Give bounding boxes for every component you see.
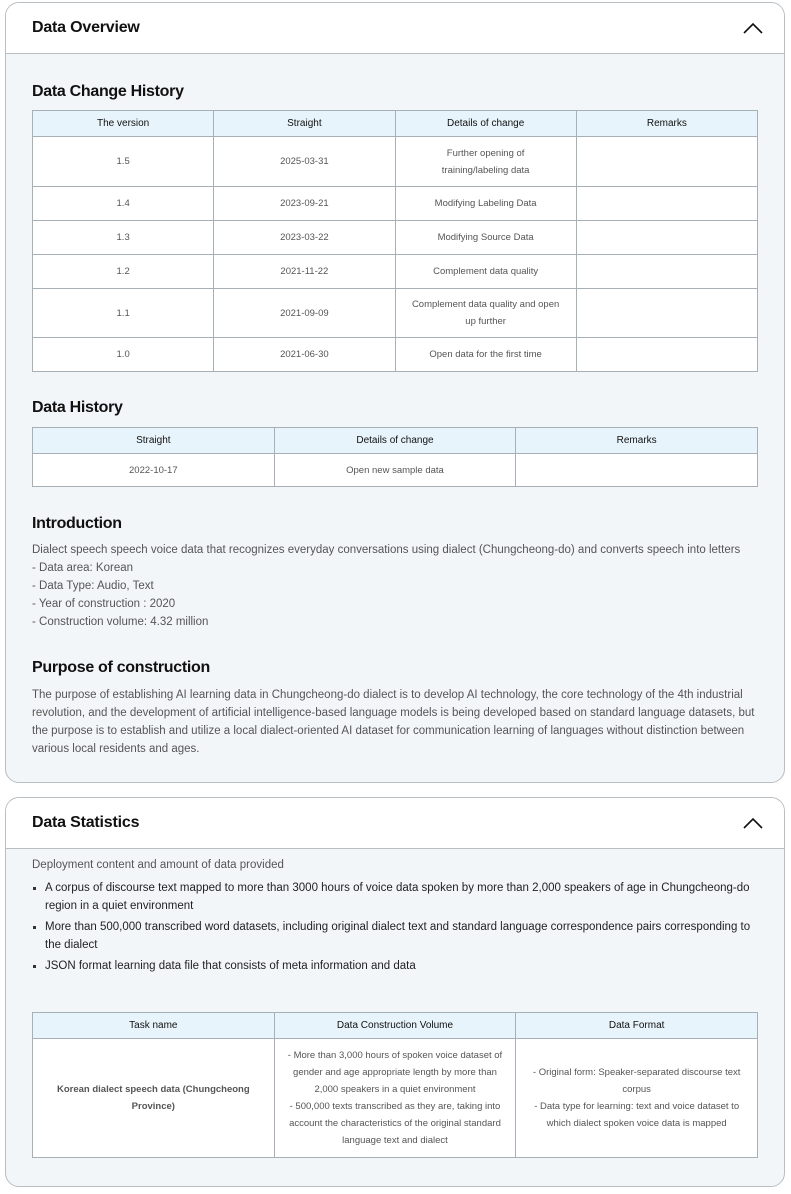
list-item: JSON format learning data file that consists of meta information and data	[32, 957, 762, 975]
details-cell: Open new sample data	[274, 454, 516, 487]
version-cell: 1.0	[33, 338, 214, 372]
details-cell: Complement data quality and open up further	[395, 289, 576, 338]
column-header: Straight	[33, 428, 275, 454]
details-cell: Open data for the first time	[395, 338, 576, 372]
date-cell: 2021-09-09	[214, 289, 395, 338]
section-title-data-history: Data History	[32, 399, 123, 416]
table-row	[33, 454, 758, 487]
column-header: Details of change	[274, 428, 516, 454]
data-statistics-header[interactable]	[6, 798, 784, 849]
chevron-up-icon[interactable]	[742, 21, 764, 35]
date-cell: 2022-10-17	[33, 454, 275, 487]
data-overview-header[interactable]	[6, 3, 784, 54]
format-cell	[516, 1039, 758, 1158]
section-title-introduction: Introduction	[32, 515, 122, 532]
table-row	[33, 1039, 758, 1158]
remarks-cell	[576, 289, 757, 338]
statistics-table	[32, 1012, 758, 1158]
task-name-cell: Korean dialect speech data (Chungcheong Province)	[33, 1039, 275, 1158]
purpose-text	[32, 686, 760, 758]
purpose-paragraph: The purpose of establishing AI learning data in Chungcheong-do dialect is to develop AI technology, the core technology of the 4th industrial revolution, and the development of artificial intelligence-based language models is being developed based on standard language datasets, but the purpose is to establish and utilize a local dialect-oriented AI dataset for communication learning of languages without distinction between various local residents and ages.	[32, 689, 755, 755]
table-row	[33, 338, 758, 372]
column-header: Data Format	[516, 1013, 758, 1039]
column-header: Details of change	[395, 111, 576, 137]
date-cell: 2023-09-21	[214, 187, 395, 221]
panel-title: Data Statistics	[32, 814, 140, 831]
version-cell: 1.1	[33, 289, 214, 338]
format-line: - Original form: Speaker-separated discourse text corpus	[532, 1067, 741, 1095]
table-row	[33, 187, 758, 221]
column-header: The version	[33, 111, 214, 137]
list-item: More than 500,000 transcribed word datasets, including original dialect text and standard language correspondence pairs corresponding to the dialect	[32, 918, 762, 954]
section-title-purpose: Purpose of construction	[32, 659, 210, 676]
section-title-change-history: Data Change History	[32, 83, 184, 100]
details-cell: Modifying Labeling Data	[395, 187, 576, 221]
remarks-cell	[576, 221, 757, 255]
version-cell: 1.5	[33, 137, 214, 187]
version-cell: 1.4	[33, 187, 214, 221]
table-header-row	[33, 1013, 758, 1039]
remarks-cell	[576, 255, 757, 289]
statistics-bullet-list	[32, 879, 762, 978]
chevron-up-icon[interactable]	[742, 816, 764, 830]
format-line: - Data type for learning: text and voice dataset to which dialect spoken voice data is mapped	[534, 1101, 740, 1129]
details-cell: Complement data quality	[395, 255, 576, 289]
table-header-row	[33, 111, 758, 137]
date-cell: 2021-11-22	[214, 255, 395, 289]
date-cell: 2023-03-22	[214, 221, 395, 255]
version-cell: 1.2	[33, 255, 214, 289]
list-item: A corpus of discourse text mapped to more than 3000 hours of voice data spoken by more than 2,000 speakers of age in Chungcheong-do region in a quiet environment	[32, 879, 762, 915]
statistics-subtitle	[32, 856, 762, 874]
remarks-cell	[576, 338, 757, 372]
date-cell: 2021-06-30	[214, 338, 395, 372]
intro-line: - Data area: Korean	[32, 562, 134, 574]
column-header: Straight	[214, 111, 395, 137]
column-header: Data Construction Volume	[274, 1013, 516, 1039]
table-row	[33, 289, 758, 338]
column-header: Remarks	[516, 428, 758, 454]
remarks-cell	[516, 454, 758, 487]
intro-line: - Year of construction : 2020	[32, 598, 176, 610]
volume-line: - More than 3,000 hours of spoken voice dataset of gender and age appropriate length by more than 2,000 speakers in a quiet environment	[287, 1050, 503, 1095]
table-row	[33, 221, 758, 255]
remarks-cell	[576, 137, 757, 187]
panel-title: Data Overview	[32, 19, 140, 36]
data-overview-panel	[5, 2, 785, 783]
intro-line: - Data Type: Audio, Text	[32, 580, 154, 592]
details-cell: Further opening of training/labeling data	[395, 137, 576, 187]
introduction-text	[32, 541, 762, 631]
version-cell: 1.3	[33, 221, 214, 255]
intro-line: - Construction volume: 4.32 million	[32, 616, 209, 628]
volume-line: - 500,000 texts transcribed as they are, taking into account the characteristics of the original standard language text and dialect	[289, 1101, 501, 1146]
data-history-table	[32, 427, 758, 487]
date-cell: 2025-03-31	[214, 137, 395, 187]
table-row	[33, 137, 758, 187]
intro-line: Dialect speech speech voice data that recognizes everyday conversations using dialect (Chungcheong-do) and converts speech into letters	[32, 544, 741, 556]
column-header: Remarks	[576, 111, 757, 137]
change-history-table	[32, 110, 758, 372]
column-header: Task name	[33, 1013, 275, 1039]
table-row	[33, 255, 758, 289]
table-header-row	[33, 428, 758, 454]
subtitle-text: Deployment content and amount of data provided	[32, 859, 284, 871]
remarks-cell	[576, 187, 757, 221]
details-cell: Modifying Source Data	[395, 221, 576, 255]
volume-cell	[274, 1039, 516, 1158]
data-statistics-panel	[5, 797, 785, 1187]
